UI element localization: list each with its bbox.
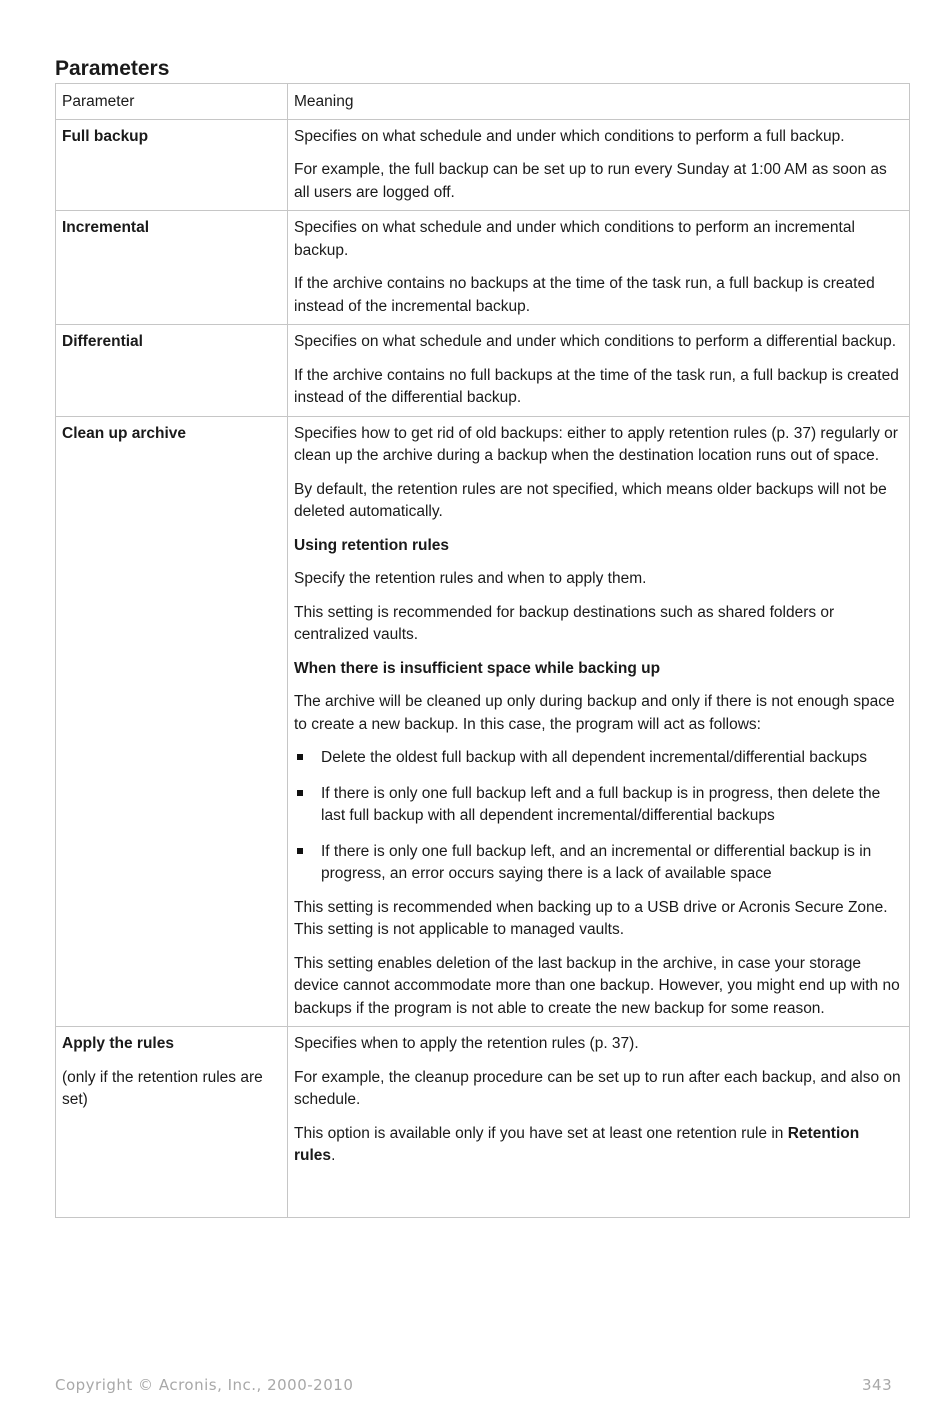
- parameter-name: Differential: [62, 333, 143, 350]
- table-row-apply-the-rules: [56, 1027, 910, 1218]
- meaning-paragraph: Specifies on what schedule and under which conditions to perform a differential backup.: [294, 333, 896, 350]
- meaning-paragraph: If the archive contains no full backups at the time of the task run, a full backup is created instead of the differential backup.: [294, 366, 899, 406]
- meaning-paragraph: For example, the cleanup procedure can be set up to run after each backup, and also on schedule.: [294, 1068, 901, 1108]
- meaning-paragraph: Specifies on what schedule and under which conditions to perform a full backup.: [294, 127, 845, 145]
- table-header-row: [56, 84, 910, 120]
- parameter-cell: [56, 1027, 288, 1218]
- parameter-cell: [56, 325, 288, 417]
- parameter-note: (only if the retention rules are set): [62, 1068, 263, 1108]
- meaning-cell: [288, 416, 910, 1027]
- subheading-insufficient-space: When there is insufficient space while backing up: [294, 659, 661, 677]
- meaning-paragraph: [294, 1123, 903, 1168]
- parameter-cell: [56, 211, 288, 325]
- table-row-incremental: [56, 211, 910, 325]
- footer-copyright: Copyright © Acronis, Inc., 2000-2010: [55, 1376, 354, 1394]
- meaning-cell: [288, 119, 910, 211]
- list-item-text: If there is only one full backup left, and an incremental or differential backup is in progress, an error occurs saying there is a lack of available space: [321, 842, 872, 882]
- column-header-meaning: Meaning: [288, 84, 910, 120]
- subheading-using-retention-rules: Using retention rules: [294, 536, 450, 554]
- meaning-paragraph: Specifies how to get rid of old backups: either to apply retention rules (p. 37) regularly or clean up the archive during a backup when the destination location runs out of space.: [294, 424, 898, 464]
- table-row-full-backup: [56, 119, 910, 211]
- parameters-table: [55, 83, 910, 1218]
- meaning-paragraph: For example, the full backup can be set up to run every Sunday at 1:00 AM as soon as all users are logged off.: [294, 161, 887, 201]
- meaning-paragraph: Specifies when to apply the retention rules (p. 37).: [294, 1035, 639, 1052]
- bullet-list: [294, 747, 903, 886]
- table-row-differential: [56, 325, 910, 417]
- meaning-paragraph: This setting enables deletion of the last backup in the archive, in case your storage device cannot accommodate more than one backup. However, you might end up with no backups if the program is not able to create the new backup for some reason.: [294, 954, 900, 1017]
- meaning-paragraph: Specifies on what schedule and under which conditions to perform an incremental backup.: [294, 219, 855, 259]
- meaning-cell: [288, 1027, 910, 1218]
- list-item: [294, 841, 903, 886]
- list-item-text: If there is only one full backup left and a full backup is in progress, then delete the last full backup with all dependent incremental/differential backups: [321, 784, 881, 824]
- meaning-paragraph: This setting is recommended for backup destinations such as shared folders or centralized vaults.: [294, 603, 835, 643]
- footer-page-number: 343: [862, 1376, 893, 1394]
- section-title: Parameters: [55, 57, 170, 80]
- meaning-paragraph: Specify the retention rules and when to apply them.: [294, 570, 647, 587]
- square-bullet-icon: [297, 848, 303, 854]
- meaning-paragraph: By default, the retention rules are not specified, which means older backups will not be deleted automatically.: [294, 480, 887, 520]
- parameter-name: Full backup: [62, 127, 149, 145]
- parameter-cell: [56, 119, 288, 211]
- list-item: [294, 783, 903, 828]
- meaning-cell: [288, 211, 910, 325]
- meaning-paragraph: This setting is recommended when backing up to a USB drive or Acronis Secure Zone. This setting is not applicable to managed vaults.: [294, 898, 888, 938]
- parameter-name: Clean up archive: [62, 424, 187, 442]
- list-item: [294, 747, 903, 770]
- table-row-clean-up-archive: [56, 416, 910, 1027]
- parameter-name: Apply the rules: [62, 1035, 174, 1052]
- meaning-paragraph: The archive will be cleaned up only during backup and only if there is not enough space to create a new backup. In this case, the program will act as follows:: [294, 693, 895, 733]
- text-run: This option is available only if you have set at least one retention rule in: [294, 1124, 788, 1142]
- text-run: .: [331, 1147, 336, 1164]
- column-header-parameter: Parameter: [56, 84, 288, 120]
- parameter-cell: [56, 416, 288, 1027]
- parameter-name: Incremental: [62, 219, 150, 236]
- meaning-cell: [288, 325, 910, 417]
- square-bullet-icon: [297, 790, 303, 796]
- retention-rules-reference: Retention rules: [294, 1124, 860, 1164]
- meaning-paragraph: If the archive contains no backups at the time of the task run, a full backup is created instead of the incremental backup.: [294, 275, 875, 315]
- square-bullet-icon: [297, 754, 303, 760]
- list-item-text: Delete the oldest full backup with all dependent incremental/differential backups: [321, 749, 867, 766]
